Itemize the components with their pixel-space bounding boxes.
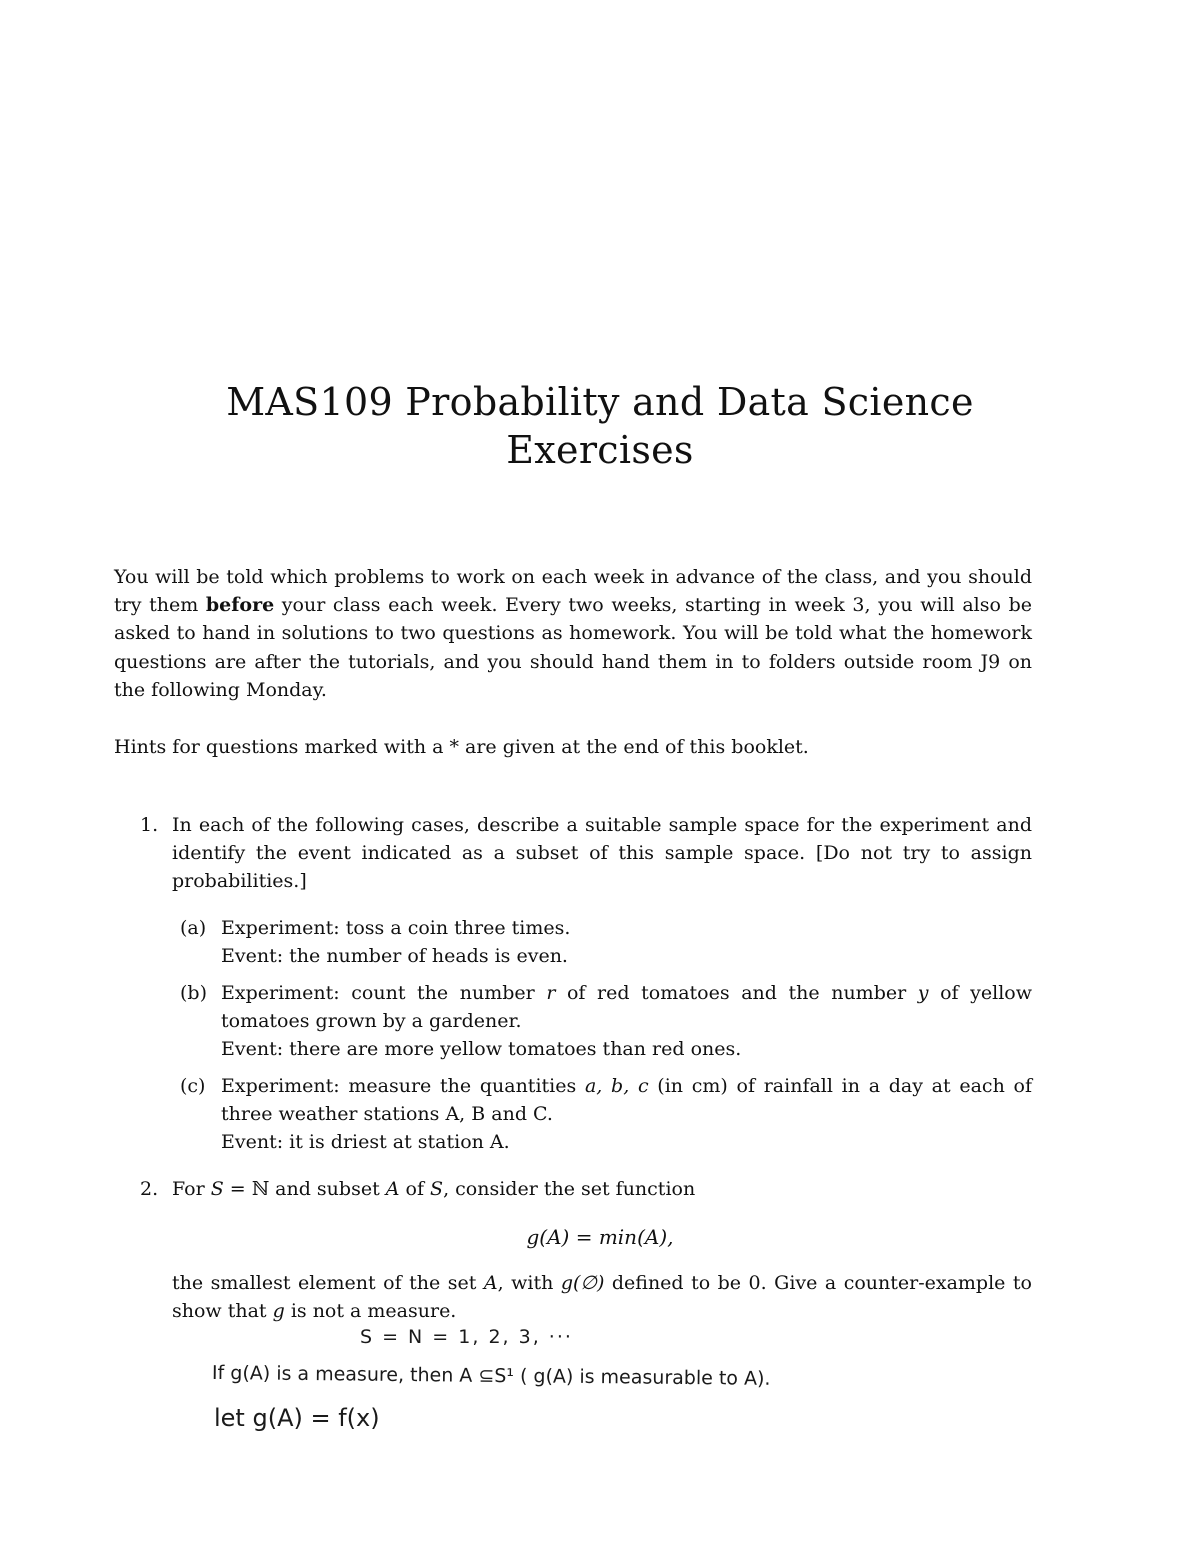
q2-text-4: , consider the set function [443, 1178, 696, 1200]
q1b-text-2: of red tomatoes and the number [555, 982, 918, 1004]
q2-var-a: A [385, 1178, 400, 1200]
q1b-var-y: y [917, 982, 929, 1004]
q1b-text-1: Experiment: count the number [221, 982, 547, 1004]
q2-text-2: = ℕ and subset [223, 1178, 386, 1200]
handwritten-note-1: S = N = 1, 2, 3, ··· [360, 1326, 573, 1348]
q1-part-c [221, 1072, 1032, 1157]
q2-text-1: For [172, 1178, 211, 1200]
title-line-2: Exercises [506, 428, 694, 472]
question-2-text [172, 1269, 1032, 1325]
q1c-text-2: (in cm) of rainfall in a day at each of three weather stations A, B and C. [221, 1075, 1032, 1126]
intro-paragraph [114, 563, 1032, 704]
q1c-vars: a, b, c [584, 1075, 649, 1097]
q2-var-a-2: A [483, 1272, 498, 1294]
q1-part-b-label: (b) [180, 982, 207, 1004]
q2-text-7: defined to be 0. Give a counter-example to show that [172, 1272, 1032, 1323]
q1-part-a [221, 914, 1032, 970]
hints-paragraph: Hints for questions marked with a * are given at the end of this booklet. [114, 736, 809, 758]
q2-var-s: S [210, 1178, 224, 1200]
intro-bold-before: before [205, 594, 275, 617]
q1b-var-r: r [546, 982, 556, 1004]
q1-part-b [221, 979, 1032, 1064]
q1-part-c-label: (c) [180, 1075, 206, 1097]
q2-formula [0, 1223, 1200, 1251]
q2-text-8: is not a measure. [284, 1300, 457, 1323]
question-2-intro [172, 1175, 1032, 1203]
q1a-event: Event: the number of heads is even. [221, 945, 568, 968]
q2-var-s-2: S [430, 1178, 444, 1200]
title-line-1: MAS109 Probability and Data Science [226, 380, 974, 424]
q2-text-6: , with [497, 1272, 561, 1294]
q1b-event: Event: there are more yellow tomatoes than red ones. [221, 1038, 742, 1061]
q1-part-a-label: (a) [180, 917, 207, 939]
question-2-number: 2. [140, 1178, 159, 1200]
q2-var-g: g [272, 1300, 285, 1323]
q1a-experiment: Experiment: toss a coin three times. [221, 917, 571, 939]
q2-text-3: of [399, 1178, 431, 1200]
q2-g-empty: g(∅) [560, 1272, 605, 1294]
question-1-text: In each of the following cases, describe a suitable sample space for the experiment and identify the event indicated as a subset of this sample space. [Do not try to assign probabilities.] [172, 814, 1032, 893]
q2-formula-text: g(A) = min(A), [526, 1225, 674, 1249]
question-1-number: 1. [140, 814, 159, 836]
document-title [0, 378, 1200, 474]
q2-text-5: the smallest element of the set [172, 1272, 484, 1294]
handwritten-note-3: let g(A) = f(x) [214, 1404, 380, 1432]
handwritten-note-2: If g(A) is a measure, then A ⊆S¹ ( g(A) is measurable to A). [211, 1362, 771, 1390]
q1c-event: Event: it is driest at station A. [221, 1131, 510, 1154]
q1b-text-3: of yellow tomatoes grown by a gardener. [221, 982, 1032, 1033]
q1c-text-1: Experiment: measure the quantities [221, 1075, 585, 1097]
intro-text-2: your class each week. Every two weeks, starting in week 3, you will also be asked to hand in solutions to two questions as homework. You will be told what the homework questions are after the tutorials, and you should hand them in to folders outside room J9 on the following Monday. [114, 594, 1032, 701]
intro-text-1: You will be told which problems to work on each week in advance of the class, and you should try them [114, 566, 1032, 617]
